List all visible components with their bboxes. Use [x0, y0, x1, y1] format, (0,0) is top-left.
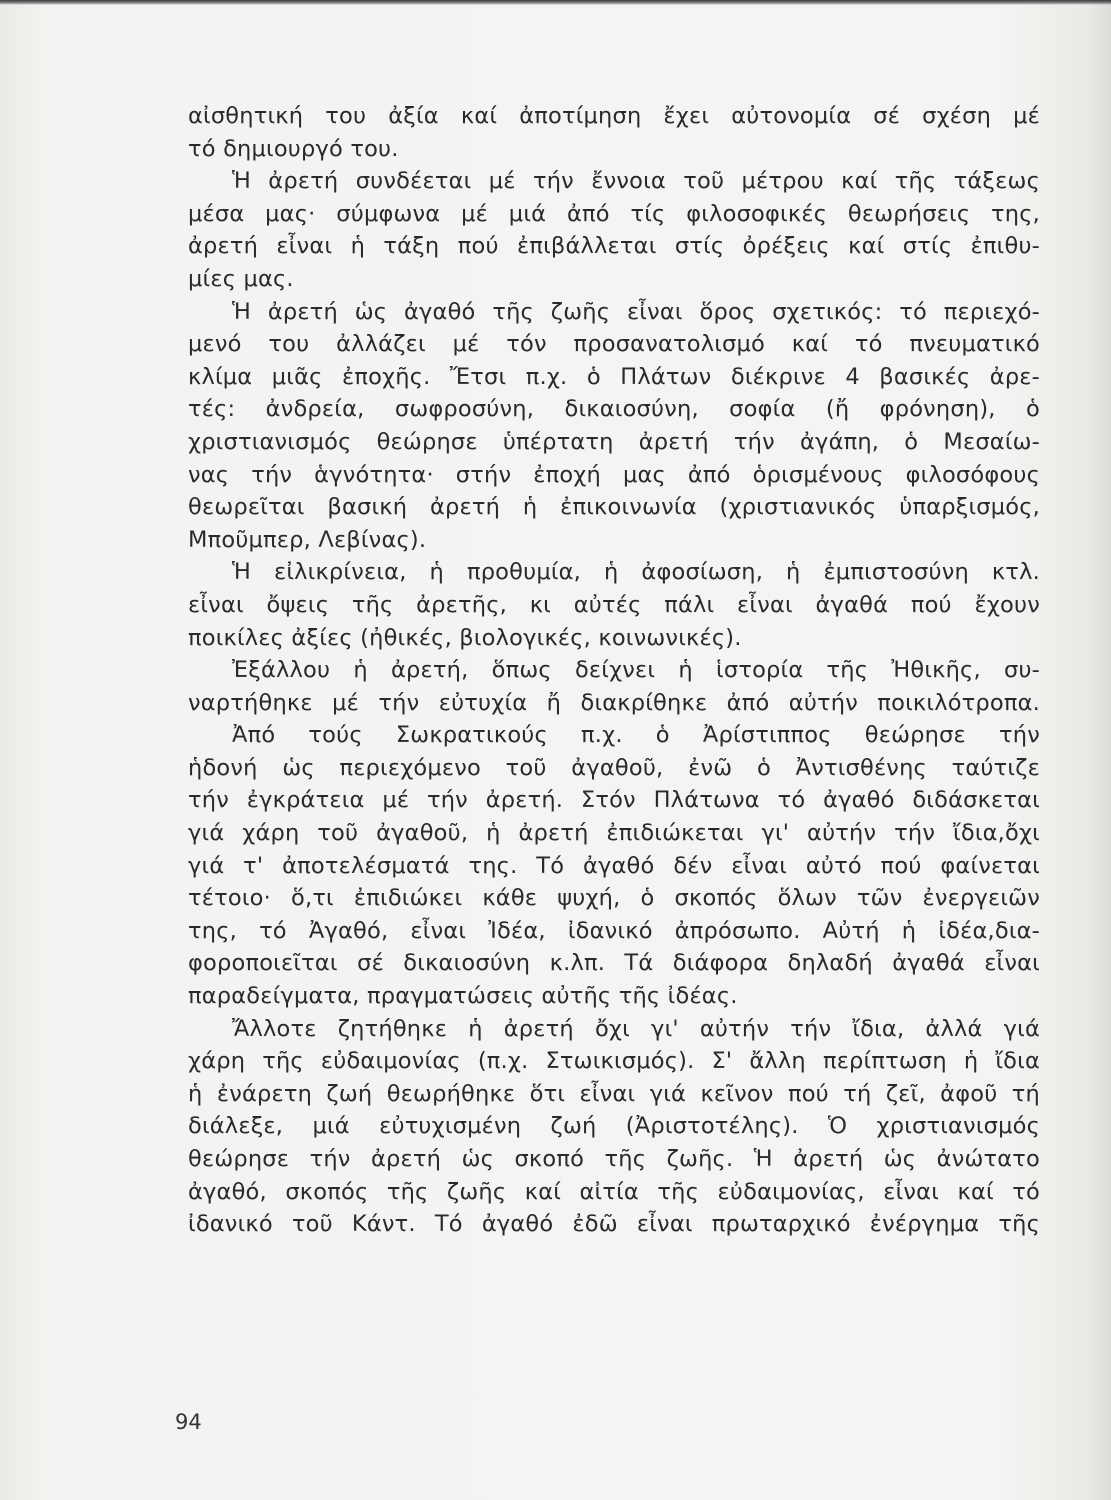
text-line: χάρη τῆς εὐδαιμονίας (π.χ. Στωικισμός). Σ' ἄλλη περίπτωση ἡ ἴδια — [188, 1048, 1040, 1075]
text-line: Ἡ ἀρετή συνδέεται μέ τήν ἔννοια τοῦ μέτρου καί τῆς τάξεως — [232, 168, 1040, 195]
text-line: τές: ἀνδρεία, σωφροσύνη, δικαιοσύνη, σοφία (ἤ φρόνηση), ὁ — [188, 396, 1040, 423]
text-line: τό δημιουργό του. — [188, 135, 399, 162]
text-line: κλίμα μιᾶς ἐποχῆς. Ἔτσι π.χ. ὁ Πλάτων διέκρινε 4 βασικές ἀρε- — [188, 363, 1040, 390]
text-line: Ἀπό τούς Σωκρατικούς π.χ. ὁ Ἀρίστιππος θεώρησε τήν — [232, 722, 1040, 749]
text-line: της, τό Ἀγαθό, εἶναι Ἰδέα, ἰδανικό ἀπρόσωπο. Αὐτή ἡ ἰδέα,δια- — [188, 917, 1040, 944]
text-line: τήν ἐγκράτεια μέ τήν ἀρετή. Στόν Πλάτωνα τό ἀγαθό διδάσκεται — [188, 787, 1040, 814]
text-line: εἶναι ὄψεις τῆς ἀρετῆς, κι αὐτές πάλι εἶναι ἀγαθά πού ἔχουν — [188, 591, 1040, 618]
text-line: μενό του ἀλλάζει μέ τόν προσανατολισμό καί τό πνευματικό — [188, 331, 1040, 358]
text-line: νας τήν ἁγνότητα· στήν ἐποχή μας ἀπό ὁρισμένους φιλοσόφους — [188, 461, 1040, 488]
text-line: θεώρησε τήν ἀρετή ὡς σκοπό τῆς ζωῆς. Ἡ ἀρετή ὡς ἀνώτατο — [188, 1146, 1040, 1172]
text-line: Ἡ ἀρετή ὡς ἀγαθό τῆς ζωῆς εἶναι ὅρος σχετικός: τό περιεχό- — [232, 298, 1040, 325]
page-right-edge — [1089, 0, 1111, 1500]
text-line: χριστιανισμός θεώρησε ὑπέρτατη ἀρετή τήν ἀγάπη, ὁ Μεσαίω- — [188, 428, 1040, 455]
text-line: μίες μας. — [188, 265, 294, 292]
page-number: 94 — [175, 1410, 202, 1434]
text-line: ἀγαθό, σκοπός τῆς ζωῆς καί αἰτία τῆς εὐδαιμονίας, εἶναι καί τό — [188, 1178, 1040, 1205]
text-line: μέσα μας· σύμφωνα μέ μιά ἀπό τίς φιλοσοφικές θεωρήσεις της, — [188, 200, 1040, 227]
text-line: Ἡ εἰλικρίνεια, ἡ προθυμία, ἡ ἀφοσίωση, ἡ ἐμπιστοσύνη κτλ. — [232, 559, 1040, 586]
text-line: θεωρεῖται βασική ἀρετή ἡ ἐπικοινωνία (χριστιανικός ὑπαρξισμός, — [188, 494, 1040, 521]
text-line: τέτοιο· ὅ,τι ἐπιδιώκει κάθε ψυχή, ὁ σκοπός ὅλων τῶν ἐνεργειῶν — [188, 885, 1040, 912]
text-line: αἰσθητική του ἀξία καί ἀποτίμηση ἔχει αὐτονομία σέ σχέση μέ — [188, 103, 1040, 129]
text-line: Μποῦμπερ, Λεβίνας). — [188, 526, 427, 553]
text-line: Ἐξάλλου ἡ ἀρετή, ὅπως δείχνει ἡ ἱστορία τῆς Ἠθικῆς, συ- — [232, 657, 1040, 684]
text-line: φοροποιεῖται σέ δικαιοσύνη κ.λπ. Τά διάφορα δηλαδή ἀγαθά εἶναι — [188, 950, 1040, 977]
text-line: ἀρετή εἶναι ἡ τάξη πού ἐπιβάλλεται στίς ὀρέξεις καί στίς ἐπιθυ- — [188, 233, 1040, 260]
text-line: ἡ ἐνάρετη ζωή θεωρήθηκε ὅτι εἶναι γιά κεῖνον πού τή ζεῖ, ἀφοῦ τή — [188, 1080, 1040, 1107]
text-line: γιά χάρη τοῦ ἀγαθοῦ, ἡ ἀρετή ἐπιδιώκεται γι' αὐτήν τήν ἴδια,ὄχι — [188, 820, 1040, 847]
text-line: ἡδονή ὡς περιεχόμενο τοῦ ἀγαθοῦ, ἐνῶ ὁ Ἀντισθένης ταύτιζε — [188, 754, 1040, 781]
body-text — [188, 100, 1040, 1241]
text-line: ἰδανικό τοῦ Κάντ. Τό ἀγαθό ἐδῶ εἶναι πρωταρχικό ἐνέργημα τῆς — [188, 1211, 1040, 1238]
page-top-edge — [0, 0, 1111, 5]
text-line: Ἄλλοτε ζητήθηκε ἡ ἀρετή ὄχι γι' αὐτήν τήν ἴδια, ἀλλά γιά — [232, 1015, 1040, 1042]
text-line: γιά τ' ἀποτελέσματά της. Τό ἀγαθό δέν εἶναι αὐτό πού φαίνεται — [188, 852, 1040, 879]
text-line: παραδείγματα, πραγματώσεις αὐτῆς τῆς ἰδέας. — [188, 983, 738, 1010]
text-line: ποικίλες ἀξίες (ἠθικές, βιολογικές, κοινωνικές). — [188, 624, 742, 651]
text-line: ναρτήθηκε μέ τήν εὐτυχία ἤ διακρίθηκε ἀπό αὐτήν ποικιλότροπα. — [188, 689, 1040, 716]
text-line: διάλεξε, μιά εὐτυχισμένη ζωή (Ἀριστοτέλης). Ὁ χριστιανισμός — [188, 1113, 1040, 1140]
